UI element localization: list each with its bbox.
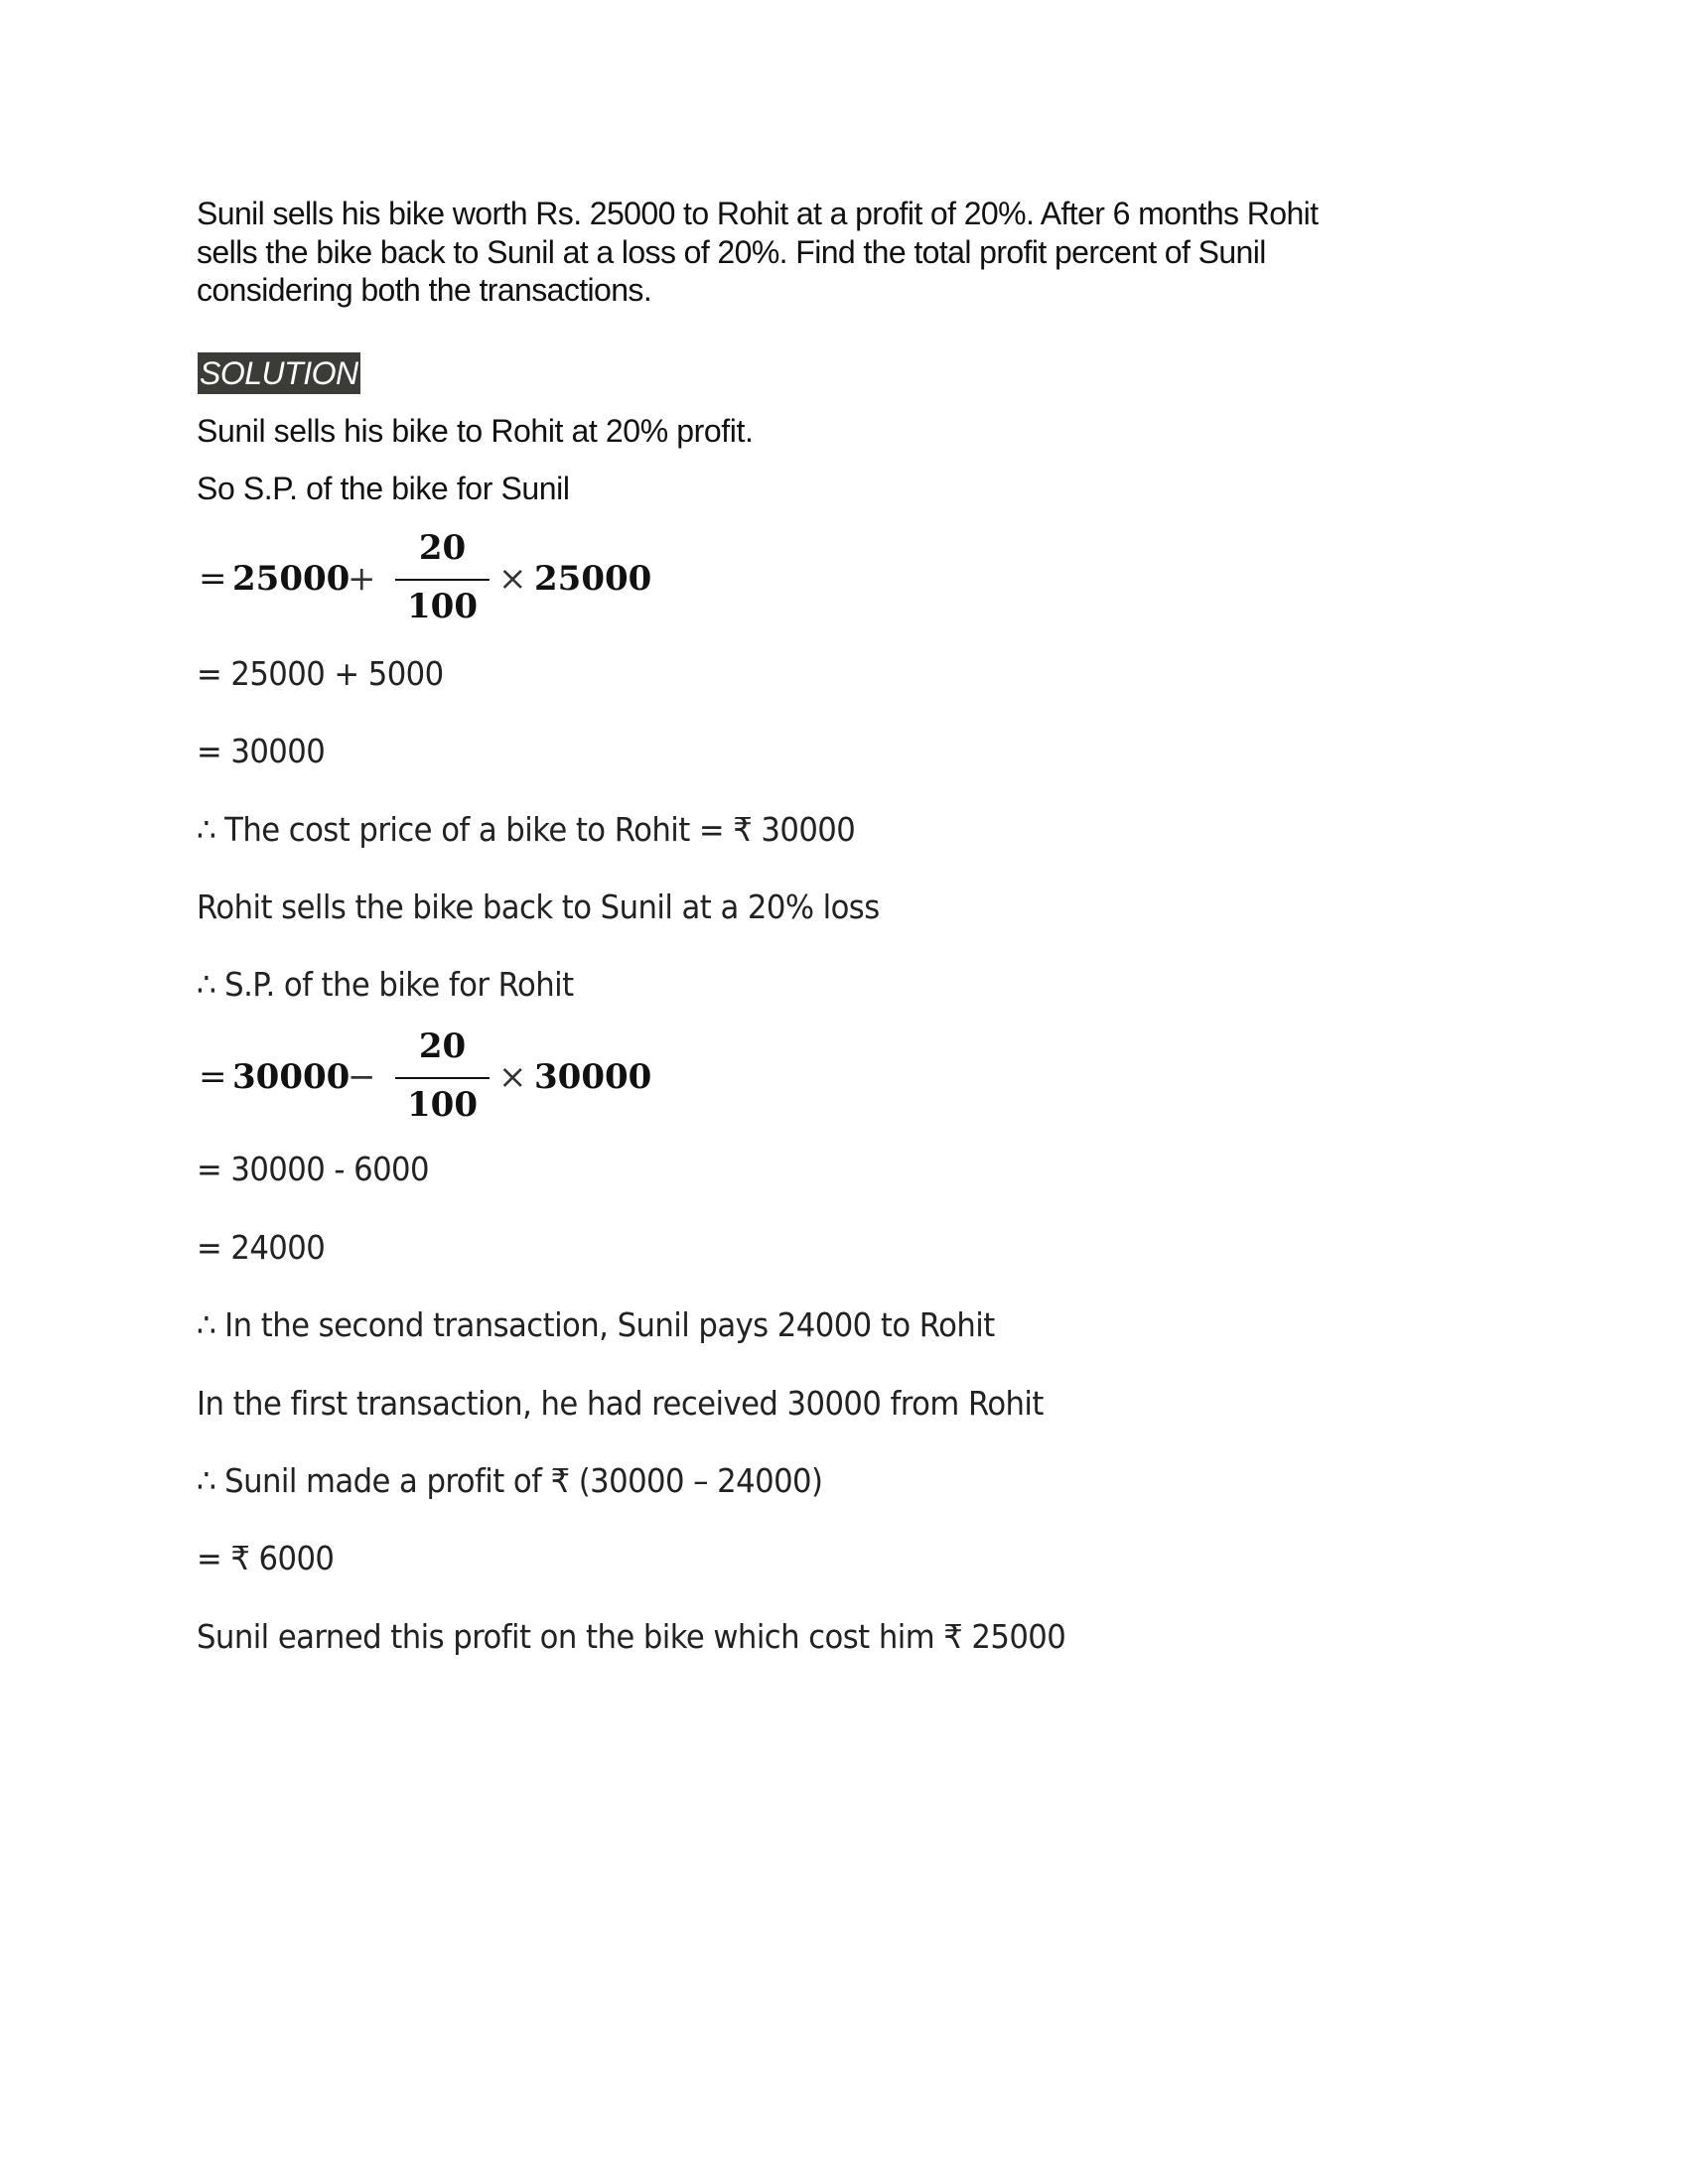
equation-lhs: 25000	[232, 559, 351, 599]
solution-step: = 30000	[197, 732, 326, 770]
equation-rhs: 25000	[534, 559, 652, 599]
solution-step: Rohit sells the bike back to Sunil at a 20% loss	[197, 887, 880, 926]
equals-sign: =	[199, 559, 227, 599]
solution-step: = ₹ 6000	[197, 1539, 335, 1577]
fraction-denominator: 100	[407, 587, 478, 626]
equation-rhs: 30000	[534, 1057, 652, 1097]
equals-sign: =	[199, 1057, 227, 1097]
question-line: Sunil sells his bike worth Rs. 25000 to Rohit at a profit of 20%. After 6 months Rohit	[197, 196, 1319, 231]
minus-operator: −	[348, 1057, 376, 1097]
question-line: considering both the transactions.	[197, 272, 652, 308]
solution-heading: SOLUTION	[198, 352, 360, 394]
solution-step: In the first transaction, he had received 30000 from Rohit	[197, 1384, 1044, 1423]
fraction	[395, 1023, 490, 1132]
question-text	[197, 195, 1448, 310]
times-operator: ×	[498, 559, 527, 599]
plus-operator: +	[348, 559, 376, 599]
fraction-bar	[395, 579, 490, 581]
question-line: sells the bike back to Sunil at a loss of 20%. Find the total profit percent of Sunil	[197, 233, 1266, 270]
solution-step: ∴ S.P. of the bike for Rohit	[197, 965, 574, 1004]
fraction-numerator: 20	[418, 1026, 467, 1066]
solution-step: = 30000 - 6000	[197, 1150, 429, 1188]
solution-step: Sunil earned this profit on the bike which cost him ₹ 25000	[197, 1617, 1066, 1656]
solution-step: ∴ The cost price of a bike to Rohit = ₹ 30000	[197, 810, 856, 849]
solution-step: = 25000 + 5000	[197, 654, 444, 693]
fraction-numerator: 20	[418, 528, 467, 568]
solution-step: ∴ Sunil made a profit of ₹ (30000 – 24000)	[197, 1461, 823, 1500]
equation-lhs: 30000	[232, 1057, 351, 1097]
fraction-bar	[395, 1077, 490, 1079]
solution-step: Sunil sells his bike to Rohit at 20% profit.	[197, 413, 754, 449]
fraction	[395, 524, 490, 633]
solution-step: So S.P. of the bike for Sunil	[197, 471, 570, 506]
solution-step: ∴ In the second transaction, Sunil pays 24000 to Rohit	[197, 1305, 995, 1344]
solution-step: = 24000	[197, 1228, 326, 1267]
fraction-denominator: 100	[407, 1085, 478, 1125]
times-operator: ×	[498, 1057, 527, 1097]
